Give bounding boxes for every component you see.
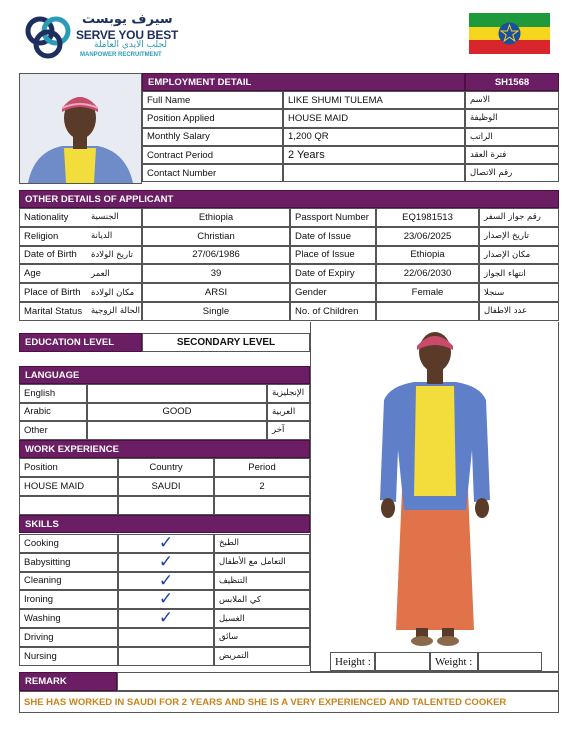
other-label-2: No. of Children <box>290 302 376 321</box>
other-value: 39 <box>142 264 290 283</box>
other-label: Nationality <box>19 208 87 227</box>
other-label-2: Place of Issue <box>290 246 376 265</box>
other-arabic-label-2: مكان الإصدار <box>479 246 559 265</box>
other-label-2: Gender <box>290 283 376 302</box>
skills-title: SKILLS <box>25 518 59 530</box>
other-value-2: 22/06/2030 <box>376 264 479 283</box>
remark-text: SHE HAS WORKED IN SAUDI FOR 2 YEARS AND SHE IS A VERY EXPERIENCED AND TALENTED COOKER <box>19 691 559 713</box>
person-full-body-icon <box>370 330 500 648</box>
other-value-2: Ethiopia <box>376 246 479 265</box>
work-experience-header <box>19 440 310 458</box>
employment-label: Contact Number <box>142 164 283 182</box>
language-level <box>87 384 267 403</box>
education-level-value: SECONDARY LEVEL <box>142 333 310 352</box>
language-level <box>87 421 267 440</box>
employment-value: HOUSE MAID <box>283 109 465 127</box>
employment-value <box>283 164 465 182</box>
language-label: Arabic <box>19 403 87 422</box>
skill-arabic-label: سائق <box>214 628 310 647</box>
weight-label: Weight : <box>430 652 478 671</box>
checkmark-icon: ✓ <box>158 571 174 591</box>
education-level-label <box>19 333 142 352</box>
work-cell: SAUDI <box>118 477 214 496</box>
skill-arabic-label: الطبخ <box>214 534 310 553</box>
ethiopia-flag-icon <box>469 13 550 54</box>
logo-arabic-sub: لجلب الايدي العاملة <box>94 40 167 50</box>
skill-label: Nursing <box>19 647 118 666</box>
employment-detail-header <box>142 73 465 91</box>
employment-detail-title: EMPLOYMENT DETAIL <box>148 76 252 88</box>
applicant-code <box>465 73 559 91</box>
employment-label: Position Applied <box>142 109 283 127</box>
other-arabic-label: الحالة الزوجية <box>87 302 142 321</box>
checkmark-icon: ✓ <box>158 609 174 628</box>
work-cell: 2 <box>214 477 310 496</box>
employment-value: 2 Years <box>283 146 465 164</box>
other-arabic-label-2: عدد الاطفال <box>479 302 559 321</box>
other-arabic-label: الديانة <box>87 227 142 246</box>
checkmark-icon: ✓ <box>158 534 174 553</box>
skill-label: Ironing <box>19 590 118 609</box>
language-label: English <box>19 384 87 403</box>
other-label-2: Date of Issue <box>290 227 376 246</box>
work-column-header: Country <box>118 458 214 477</box>
language-level: GOOD <box>87 403 267 422</box>
person-portrait-icon <box>20 74 141 183</box>
company-logo <box>24 14 184 62</box>
other-label: Age <box>19 264 87 283</box>
skill-label: Cleaning <box>19 572 118 591</box>
skill-check-cell <box>118 590 214 609</box>
logo-arabic: سيرف يوبست <box>82 12 173 27</box>
other-arabic-label-2: سنجلا <box>479 283 559 302</box>
language-header <box>19 366 310 384</box>
other-details-title: OTHER DETAILS OF APPLICANT <box>25 193 174 205</box>
other-arabic-label-2: رقم جواز السفر <box>479 208 559 227</box>
other-label: Religion <box>19 227 87 246</box>
language-arabic-label: الإنجليزية <box>267 384 310 403</box>
work-column-header: Position <box>19 458 118 477</box>
employment-label: Full Name <box>142 91 283 109</box>
skill-label: Washing <box>19 609 118 628</box>
remark-header-fill <box>117 672 559 691</box>
work-cell <box>19 496 118 515</box>
other-arabic-label: تاريخ الولادة <box>87 246 142 265</box>
other-details-header <box>19 190 559 208</box>
other-value: Ethiopia <box>142 208 290 227</box>
applicant-photo-full <box>370 330 500 648</box>
employment-label: Contract Period <box>142 146 283 164</box>
other-arabic-label-2: تاريخ الإصدار <box>479 227 559 246</box>
education-label-text: EDUCATION LEVEL <box>25 337 115 348</box>
skill-check-cell <box>118 534 214 553</box>
other-label-2: Date of Expiry <box>290 264 376 283</box>
employment-arabic-label: الوظيفة <box>465 109 559 127</box>
other-value: Single <box>142 302 290 321</box>
language-title: LANGUAGE <box>25 369 80 381</box>
other-value: ARSI <box>142 283 290 302</box>
skill-check-cell <box>118 572 214 591</box>
other-value-2: EQ1981513 <box>376 208 479 227</box>
skills-header <box>19 515 310 533</box>
applicant-photo-small <box>19 73 142 184</box>
work-experience-title: WORK EXPERIENCE <box>25 443 119 455</box>
other-value-2 <box>376 302 479 321</box>
employment-label: Monthly Salary <box>142 128 283 146</box>
other-arabic-label: العمر <box>87 264 142 283</box>
skill-arabic-label: التعامل مع الأطفال <box>214 553 310 572</box>
logo-subtitle: MANPOWER RECRUITMENT <box>80 52 162 58</box>
other-value-2: 23/06/2025 <box>376 227 479 246</box>
logo-name: SERVE YOU BEST <box>76 28 179 42</box>
remark-header <box>19 672 117 691</box>
checkmark-icon: ✓ <box>158 552 174 572</box>
skill-label: Babysitting <box>19 553 118 572</box>
skill-check-cell <box>118 628 214 647</box>
skill-arabic-label: التنظيف <box>214 572 310 591</box>
other-value-2: Female <box>376 283 479 302</box>
other-arabic-label: مكان الولادة <box>87 283 142 302</box>
language-label: Other <box>19 421 87 440</box>
skill-check-cell <box>118 647 214 666</box>
weight-value <box>478 652 542 671</box>
skill-arabic-label: كي الملابس <box>214 590 310 609</box>
other-arabic-label-2: انتهاء الجواز <box>479 264 559 283</box>
skill-check-cell <box>118 553 214 572</box>
language-arabic-label: آخر <box>267 421 310 440</box>
remark-title: REMARK <box>25 676 67 687</box>
employment-arabic-label: فترة العقد <box>465 146 559 164</box>
language-arabic-label: العربية <box>267 403 310 422</box>
skill-arabic-label: التمريض <box>214 647 310 666</box>
employment-arabic-label: الراتب <box>465 128 559 146</box>
other-label: Place of Birth <box>19 283 87 302</box>
work-column-header: Period <box>214 458 310 477</box>
employment-arabic-label: الاسم <box>465 91 559 109</box>
height-value <box>375 652 430 671</box>
checkmark-icon: ✓ <box>158 590 174 610</box>
other-label: Date of Birth <box>19 246 87 265</box>
applicant-code-value: SH1568 <box>494 76 530 88</box>
employment-value: 1,200 QR <box>283 128 465 146</box>
height-label: Height : <box>330 652 375 671</box>
skill-check-cell <box>118 609 214 628</box>
skill-label: Cooking <box>19 534 118 553</box>
employment-value: LIKE SHUMI TULEMA <box>283 91 465 109</box>
work-cell <box>118 496 214 515</box>
other-label: Marital Status <box>19 302 87 321</box>
other-arabic-label: الجنسية <box>87 208 142 227</box>
employment-arabic-label: رقم الاتصال <box>465 164 559 182</box>
work-cell <box>214 496 310 515</box>
other-value: 27/06/1986 <box>142 246 290 265</box>
work-cell: HOUSE MAID <box>19 477 118 496</box>
skill-label: Driving <box>19 628 118 647</box>
other-label-2: Passport Number <box>290 208 376 227</box>
other-value: Christian <box>142 227 290 246</box>
logo-mark-icon <box>24 14 74 60</box>
skill-arabic-label: الغسيل <box>214 609 310 628</box>
